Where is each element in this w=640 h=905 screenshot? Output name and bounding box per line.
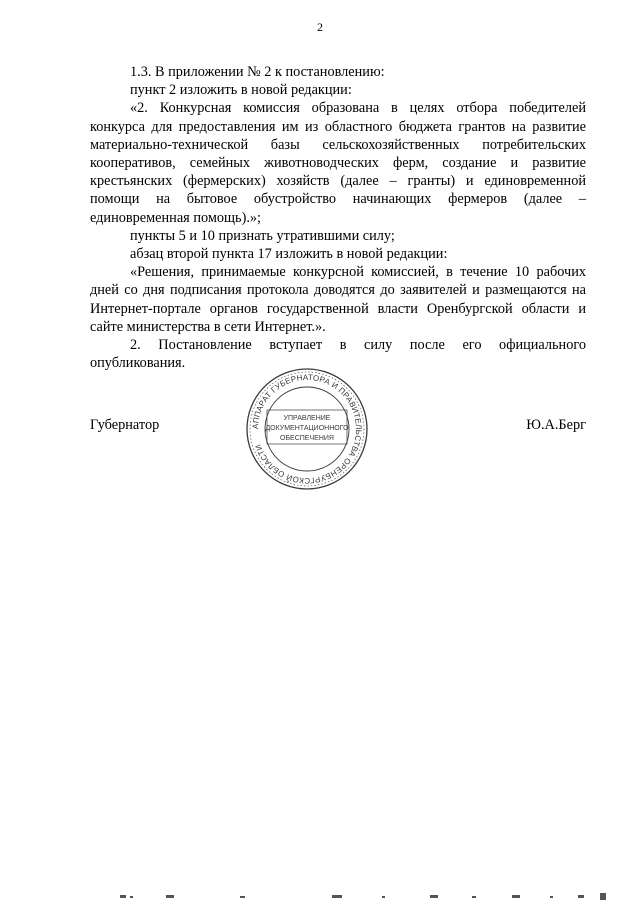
page-number: 2: [317, 20, 323, 34]
paragraph-entry-into-force: 2. Постановление вступает в силу после его официального опубликования.: [90, 337, 586, 372]
paragraph-decisions-quote: «Решения, принимаемые конкурсной комиссией, в течение 10 рабочих дней со дня подписания протокола доводятся до заявителей и размещаются на Интернет-портале органов государственной власти Оренбургской области и сайте министерства в сети Интернет.».: [90, 264, 586, 335]
seal-ring-textpath: АППАРАТ ГУБЕРНАТОРА И ПРАВИТЕЛЬСТВА ОРЕНБУРГСКОЙ ОБЛАСТИ: [250, 372, 364, 486]
scan-edge-artifacts: [120, 893, 620, 901]
document-body: [90, 63, 586, 372]
paragraph-item-1-3: 1.3. В приложении № 2 к постановлению:: [130, 64, 385, 80]
paragraph-abzac-17: абзац второй пункта 17 изложить в новой редакции:: [130, 246, 448, 263]
signatory-name: Ю.А.Берг: [526, 417, 586, 433]
seal-center-line-2: ДОКУМЕНТАЦИОННОГО: [265, 425, 349, 432]
official-seal-stamp: [244, 366, 370, 492]
signatory-position: Губернатор: [90, 417, 160, 433]
paragraph-commission-quote: «2. Конкурсная комиссия образована в целях отбора победителей конкурса для предоставления им из областного бюджета грантов на развитие материально-технической базы сельскохозяйственных потребительских кооперативов, семейных животноводческих ферм, создание и развитие крестьянских (фермерских) хозяйств (далее – гранты) и единовременной помощи на бытовое обустройство начинающих фермеров (далее – единовременная помощь).»;: [90, 100, 586, 226]
seal-graphic: [244, 366, 370, 492]
paragraph-punkty-5-10: пункты 5 и 10 признать утратившими силу;: [130, 227, 395, 244]
seal-center-line-3: ОБЕСПЕЧЕНИЯ: [280, 435, 334, 442]
seal-center-line-1: УПРАВЛЕНИЕ: [283, 415, 331, 422]
paragraph-punkt-2: пункт 2 изложить в новой редакции:: [130, 82, 352, 99]
